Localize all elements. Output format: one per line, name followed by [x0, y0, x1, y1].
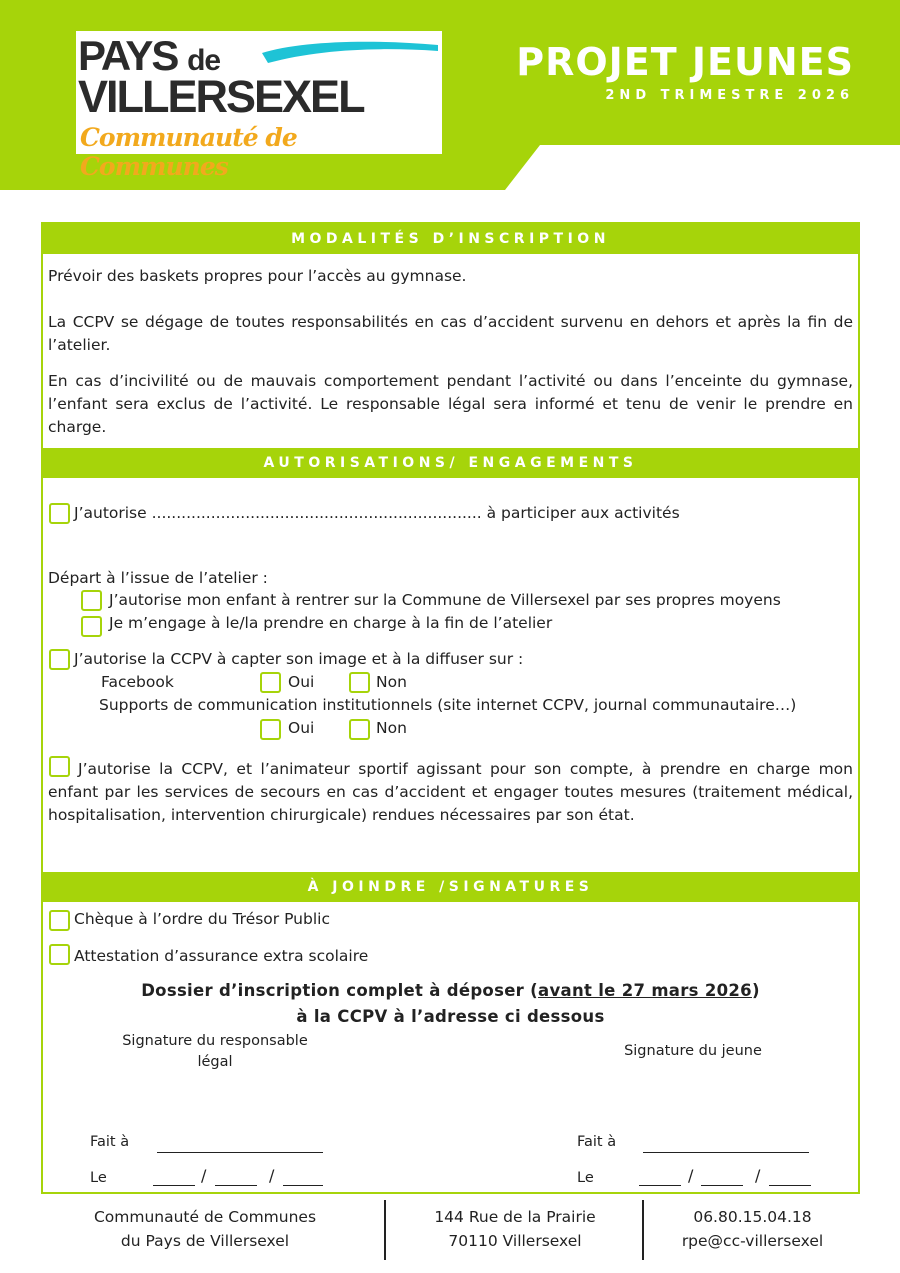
- section-header-joindre: À JOINDRE /SIGNATURES: [43, 872, 858, 902]
- form-frame: [41, 222, 860, 1194]
- footer-separator: [384, 1200, 386, 1260]
- facebook-non-label: Non: [376, 673, 407, 691]
- date-day-field-youth[interactable]: [639, 1185, 681, 1186]
- checkbox-cheque[interactable]: [49, 910, 70, 931]
- deadline-line1: Dossier d’inscription complet à déposer (avant le 27 mars 2026): [141, 981, 760, 1000]
- depart-title: Départ à l’issue de l’atelier :: [48, 569, 268, 587]
- logo-line3: Communauté de Communes: [80, 123, 297, 181]
- project-subtitle: 2ND TRIMESTRE 2026: [605, 88, 854, 103]
- footer-address: 144 Rue de la Prairie 70110 Villersexel: [434, 1208, 596, 1250]
- checkbox-autorise-participer[interactable]: [49, 503, 70, 524]
- date-slash: /: [755, 1166, 761, 1185]
- project-title: PROJET JEUNES: [516, 40, 854, 84]
- facebook-label: Facebook: [101, 673, 174, 691]
- le-label-youth: Le: [577, 1170, 594, 1186]
- footer-contact: [650, 1205, 855, 1253]
- checkbox-attestation[interactable]: [49, 944, 70, 965]
- checkbox-depart-accompagne[interactable]: [81, 616, 102, 637]
- checkbox-supports-non[interactable]: [349, 719, 370, 740]
- fait-a-field-youth[interactable]: [643, 1152, 809, 1153]
- checkbox-supports-oui[interactable]: [260, 719, 281, 740]
- date-slash: /: [269, 1166, 275, 1185]
- footer-phone[interactable]: 06.80.15.04.18: [693, 1208, 812, 1226]
- date-day-field-parent[interactable]: [153, 1185, 195, 1186]
- checkbox-facebook-oui[interactable]: [260, 672, 281, 693]
- signature-youth-label: Signature du jeune: [624, 1043, 762, 1059]
- joindre-item2: Attestation d’assurance extra scolaire: [74, 947, 369, 965]
- fait-a-field-parent[interactable]: [157, 1152, 323, 1153]
- logo: [76, 31, 442, 181]
- supports-oui-label: Oui: [288, 719, 315, 737]
- deadline-line2: à la CCPV à l’adresse ci dessous: [296, 1007, 605, 1026]
- depart-opt2: Je m’engage à le/la prendre en charge à la fin de l’atelier: [109, 614, 553, 632]
- date-year-field-youth[interactable]: [769, 1185, 811, 1186]
- modalites-p3: En cas d’incivilité ou de mauvais comportement pendant l’activité ou dans l’enceinte du gymnase, l’enfant sera exclus de l’activité. Le responsable légal sera informé et tenu de venir le prendre en charge.: [48, 372, 853, 436]
- deadline-date: avant le 27 mars 2026: [538, 981, 752, 1000]
- footer-separator: [642, 1200, 644, 1260]
- signature-parent-label: Signature du responsable légal: [122, 1033, 308, 1070]
- modalites-p1: Prévoir des baskets propres pour l’accès au gymnase.: [48, 267, 467, 285]
- date-slash: /: [688, 1166, 694, 1185]
- section-header-modalites: MODALITÉS D’INSCRIPTION: [43, 224, 858, 254]
- supports-non-label: Non: [376, 719, 407, 737]
- section-header-autorisations: AUTORISATIONS/ ENGAGEMENTS: [43, 448, 858, 478]
- autorise-participer-text: J’autorise ................................................................... à participer aux activités: [74, 504, 680, 522]
- fait-a-label-youth: Fait à: [577, 1134, 617, 1150]
- date-year-field-parent[interactable]: [283, 1185, 323, 1186]
- medical-text: J’autorise la CCPV, et l’animateur sportif agissant pour son compte, à prendre en charge mon enfant par les services de secours en cas d’accident et engager toutes mesures (traitement médical, hospitalisation, intervention chirurgicale) rendues nécessaires par son état.: [48, 760, 853, 824]
- facebook-oui-label: Oui: [288, 673, 315, 691]
- checkbox-facebook-non[interactable]: [349, 672, 370, 693]
- logo-swoosh-icon: [260, 39, 440, 67]
- modalites-p2: La CCPV se dégage de toutes responsabilités en cas d’accident survenu en dehors et après la fin de l’atelier.: [48, 313, 853, 354]
- image-title: J’autorise la CCPV à capter son image et à la diffuser sur :: [74, 650, 524, 668]
- footer-organisation: Communauté de Communes du Pays de Villersexel: [93, 1208, 317, 1250]
- joindre-item1: Chèque à l’ordre du Trésor Public: [74, 910, 330, 928]
- depart-opt1: J’autorise mon enfant à rentrer sur la Commune de Villersexel par ses propres moyens: [109, 591, 781, 609]
- supports-text: Supports de communication institutionnels (site internet CCPV, journal communautaire…): [99, 696, 797, 714]
- date-month-field-youth[interactable]: [701, 1185, 743, 1186]
- date-month-field-parent[interactable]: [215, 1185, 257, 1186]
- footer-email[interactable]: rpe@cc-villersexel: [681, 1232, 824, 1250]
- logo-line2: VILLERSEXEL: [78, 71, 364, 122]
- logo-line1: PAYS de: [78, 32, 221, 79]
- fait-a-label-parent: Fait à: [90, 1134, 130, 1150]
- checkbox-depart-seul[interactable]: [81, 590, 102, 611]
- date-slash: /: [201, 1166, 207, 1185]
- le-label-parent: Le: [90, 1170, 107, 1186]
- checkbox-droit-image[interactable]: [49, 649, 70, 670]
